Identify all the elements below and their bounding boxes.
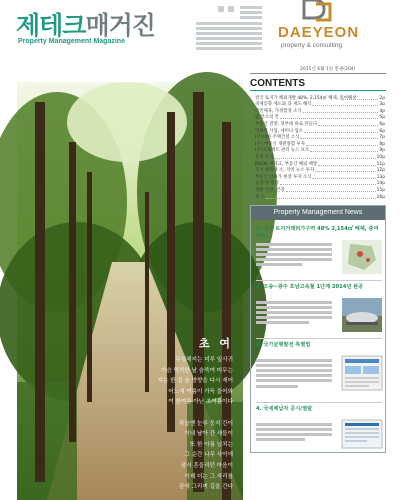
toc-item[interactable] <box>255 94 385 101</box>
poem-line: 또 한 아름 넘치는 <box>189 441 233 448</box>
poem-line: 가슴 먹먹한 날 숨죽여 머무는 <box>161 367 233 374</box>
news-divider <box>256 402 382 403</box>
top-divider <box>250 73 386 74</box>
cover-poem <box>115 335 233 493</box>
toc-item-title: 동정 소식 <box>255 154 274 160</box>
news-item[interactable] <box>256 284 382 336</box>
toc-item[interactable] <box>255 160 385 167</box>
magazine-title-sub: 매거진 <box>85 11 155 40</box>
poem-line: 어느새 여름이 가득 들어와 <box>168 388 233 395</box>
toc-item-page: 13p <box>376 174 385 180</box>
toc-leader <box>318 165 376 166</box>
toc-item-title: 부동산 전망, 경부대 바로 만들다 <box>255 121 318 127</box>
toc-item-page: 12p <box>376 168 385 174</box>
toc-leader <box>280 184 376 185</box>
issue-info: 2015년 6월 1일 통권(204) <box>300 67 356 72</box>
toc-item-title: 부동산 인허가 현장 투자 소식 <box>255 174 312 180</box>
toc-item-title: 생활 건강, 건강 <box>255 187 285 193</box>
toc-item-title: 국민체육, 가정합경 소식 <box>255 108 302 114</box>
toc-item[interactable] <box>255 140 385 147</box>
news-item-title: 2. 오송~광주 호남고속철 1단계 2014년 완공 <box>256 284 364 290</box>
toc-leader <box>318 125 378 126</box>
news-item-title: 4. 국세체납자 공시/열람 <box>256 406 313 412</box>
toc-item[interactable] <box>255 167 385 174</box>
toc-leader <box>274 158 375 159</box>
news-map-thumbnail <box>342 240 382 274</box>
table-of-contents <box>255 94 385 200</box>
poem-line: 지는 한 길 숲 방향을 다시 재어 <box>157 378 233 385</box>
toc-leader <box>342 99 378 100</box>
brand-name: DAEYEON <box>278 24 360 41</box>
toc-item-page: 10p <box>376 154 385 160</box>
news-divider <box>256 280 382 281</box>
news-form-thumbnail <box>342 420 382 448</box>
toc-item-page: 6p <box>379 128 385 134</box>
toc-item-page: 5p <box>379 115 385 121</box>
toc-leader <box>303 112 379 113</box>
news-item[interactable] <box>256 406 382 450</box>
toc-item-title: 역세권 사업, 세미나 업소 <box>255 128 303 134</box>
news-station-thumbnail <box>342 298 382 332</box>
news-divider <box>256 338 382 339</box>
poem-title: 초 여 <box>198 337 233 350</box>
building-graphic <box>196 4 266 52</box>
toc-item[interactable] <box>255 101 385 108</box>
brand-tagline: property & consulting <box>281 42 343 49</box>
news-item-body <box>256 241 332 266</box>
news-heading: Property Management News <box>251 206 385 220</box>
poem-line: 그 순간 나무 사이에 <box>184 452 233 459</box>
toc-item-page: 15p <box>376 187 385 193</box>
toc-leader <box>304 132 378 133</box>
toc-item[interactable] <box>255 180 385 187</box>
toc-leader <box>266 198 376 199</box>
magazine-title <box>16 6 155 42</box>
toc-item-page: 9p <box>379 148 385 154</box>
toc-item-page: 11p <box>376 161 385 167</box>
toc-item[interactable] <box>255 173 385 180</box>
news-item-body <box>256 421 332 441</box>
toc-item[interactable] <box>255 193 385 200</box>
magazine-subtitle: Property Management Magazine <box>18 38 125 45</box>
toc-item[interactable] <box>255 186 385 193</box>
news-item-title: 3. 국가균형발전 특별법 <box>256 342 311 348</box>
news-document-thumbnail <box>342 356 382 390</box>
contents-heading: CONTENTS <box>250 78 305 89</box>
toc-item-page: 14p <box>376 181 385 187</box>
toc-leader <box>286 191 376 192</box>
toc-item[interactable] <box>255 114 385 121</box>
poem-line: 무성해지는 미루 잎사귀 <box>175 357 233 363</box>
masthead <box>0 0 400 70</box>
toc-item-title: BOOK 재테크, 부동산 해외 책방 <box>255 161 318 167</box>
toc-item[interactable] <box>255 127 385 134</box>
toc-item-title: (주)프로젝트 관리 뉴스 보조 <box>255 148 310 154</box>
news-item-title: 1. 전국 토지거래허가구역 48% 2,154㎡ 해제, 중여해설 <box>256 226 379 239</box>
toc-item-page: 2p <box>379 95 385 101</box>
toc-item-page: 3p <box>379 102 385 108</box>
toc-item-title: 퀴 즈 <box>255 194 265 200</box>
toc-leader <box>312 105 378 106</box>
toc-item-page: 8p <box>379 141 385 147</box>
toc-item-title: 법 안소의 칸 <box>255 115 279 121</box>
toc-leader <box>306 145 378 146</box>
toc-leader <box>312 178 375 179</box>
poem-line: 잠시 흔들리던 마음이 <box>180 462 233 469</box>
daeyeon-logo-icon <box>300 0 334 22</box>
toc-item-page: 16p <box>376 194 385 200</box>
toc-leader <box>315 171 375 172</box>
cover-photo <box>17 82 243 500</box>
toc-item[interactable] <box>255 147 385 154</box>
news-item[interactable] <box>256 342 382 400</box>
poem-line <box>115 408 233 419</box>
toc-item-title: 경제동향 제도와 과 제도 해석 <box>255 102 312 108</box>
toc-item[interactable] <box>255 134 385 141</box>
toc-leader <box>300 138 378 139</box>
toc-item-page: 4p <box>379 108 385 114</box>
poem-line: 이내 날아 간 새들이 <box>184 431 233 438</box>
toc-item[interactable] <box>255 107 385 114</box>
poem-line: 여 한여름 아닌 초여름이다 <box>168 399 233 406</box>
toc-item[interactable] <box>255 120 385 127</box>
news-panel <box>250 205 386 453</box>
toc-leader <box>310 151 378 152</box>
magazine-title-main: 제테크 <box>16 11 86 40</box>
poem-line: 꿈에 그리며 길을 간다 <box>179 484 233 491</box>
poem-line: 이제 더는 그 자리를 <box>184 473 233 480</box>
toc-item-title: 농장 영 현장 <box>255 181 279 187</box>
toc-item-title: (주) 부동산 개발종합 투자 <box>255 141 306 147</box>
contents-divider <box>250 90 386 91</box>
news-item-body <box>256 299 332 324</box>
toc-item-page: 6p <box>379 121 385 127</box>
toc-item-title: (주)대한 주택건설 소식 <box>255 135 300 141</box>
news-item-body <box>256 357 332 388</box>
news-item[interactable] <box>256 226 382 278</box>
toc-item-title: 전국 토지가 해외개발 48%, 2,154㎡ 해제, 중여해설 <box>255 95 357 101</box>
toc-item-page: 7p <box>379 135 385 141</box>
toc-leader <box>280 118 378 119</box>
toc-item-title: 주거 행복세 소, 지역 뉴스 투자 <box>255 168 315 174</box>
toc-item[interactable] <box>255 153 385 160</box>
poem-line: 하늘엔 눈부 둥지 간이 <box>179 420 233 427</box>
